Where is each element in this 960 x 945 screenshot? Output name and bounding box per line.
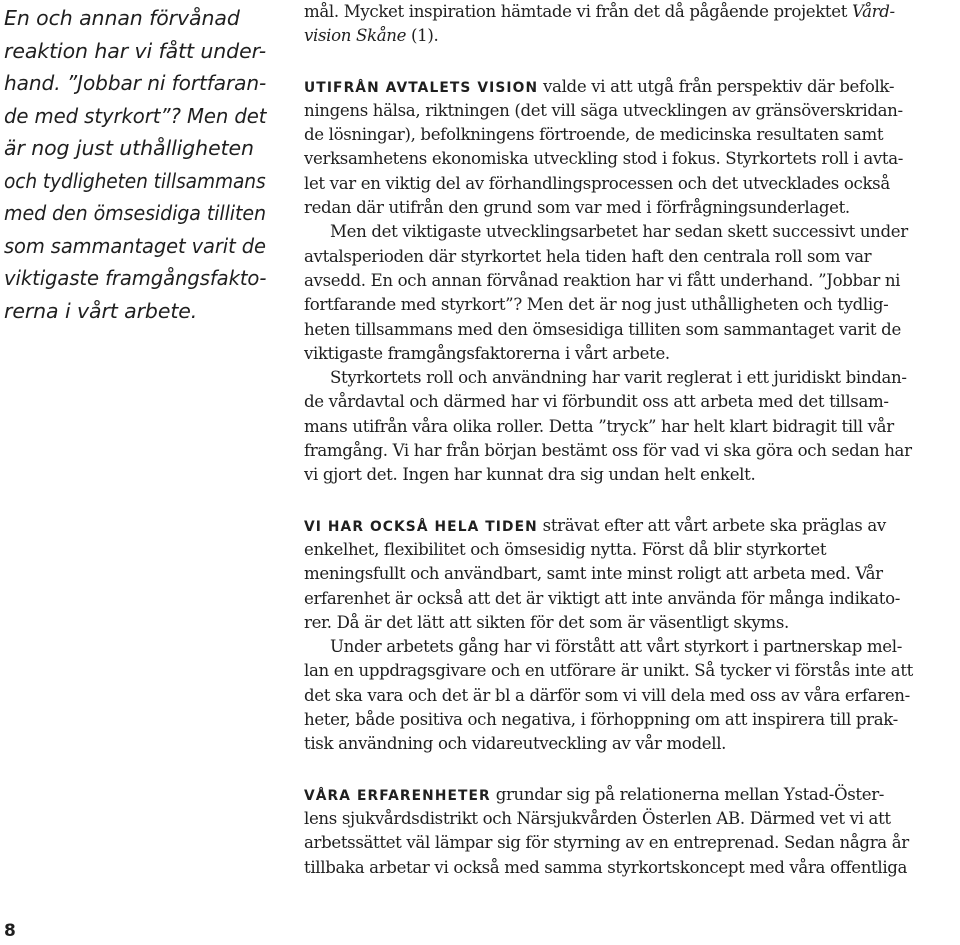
paragraph-vision	[304, 75, 960, 221]
text-line: tisk användning och vidareutveckling av vår modell.	[304, 734, 727, 754]
text-line: enkelhet, flexibilitet och ömsesidig nytta. Först då blir styrkortet	[304, 539, 827, 559]
text-line: arbetssättet väl lämpar sig för styrning av en entreprenad. Sedan några år	[304, 833, 909, 853]
pull-quote-line: viktigaste framgångsfakto-	[4, 266, 267, 290]
pull-quote-line: En och annan förvånad	[4, 6, 240, 30]
text-line: viktigaste framgångsfaktorerna i vårt arbete.	[304, 343, 670, 363]
pull-quote-line: med den ömsesidiga tilliten	[4, 201, 266, 225]
text-line: vision Skåne (1).	[304, 26, 439, 46]
text-line: Men det viktigaste utvecklingsarbetet har sedan skett successivt under	[330, 222, 908, 242]
text-line: meningsfullt och användbart, samt inte minst roligt att arbeta med. Vår	[304, 564, 883, 584]
page-number: 8	[4, 921, 16, 941]
lead-in-heading: VI HAR OCKSÅ HELA TIDEN	[304, 518, 538, 535]
pull-quote-line: rerna i vårt arbete.	[4, 298, 198, 323]
text-line: redan där utifrån den grund som var med i förfrågningsunderlaget.	[304, 198, 850, 218]
pull-quote-line: hand. ”Jobbar ni fortfaran-	[4, 71, 267, 95]
text-line: ningens hälsa, riktningen (det vill säga utvecklingen av gränsöverskridan-	[304, 100, 903, 120]
pull-quote	[4, 2, 266, 327]
lead-in-heading: UTIFRÅN AVTALETS VISION	[304, 79, 539, 96]
text-line: det ska vara och det är bl a därför som vi vill dela med oss av våra erfaren-	[304, 685, 910, 705]
text-line: VÅRA ERFARENHETER grundar sig på relationerna mellan Ystad-Öster-	[304, 784, 885, 804]
text-line: verksamhetens ekonomiska utveckling stod i fokus. Styrkortets roll i avta-	[304, 149, 904, 169]
text-line: lens sjukvårdsdistrikt och Närsjukvården Österlen AB. Därmed vet vi att	[304, 808, 891, 828]
paragraph-experiences	[304, 783, 960, 880]
paragraph-partnership	[304, 635, 960, 756]
text-line: mål. Mycket inspiration hämtade vi från det då pågående projektet Vård-	[304, 2, 895, 21]
text-line: UTIFRÅN AVTALETS VISION valde vi att utgå från perspektiv där befolk-	[304, 76, 895, 96]
text-line: heten tillsammans med den ömsesidiga tilliten som sammantaget varit de	[304, 319, 901, 339]
text-line: lan en uppdragsgivare och en utförare är unikt. Så tycker vi förstås inte att	[304, 661, 913, 681]
text-line: heter, både positiva och negativa, i förhoppning om att inspirera till prak-	[304, 710, 898, 730]
pull-quote-line: är nog just uthålligheten	[4, 136, 254, 160]
paragraph-continued	[304, 0, 960, 49]
text-line: framgång. Vi har från början bestämt oss för vad vi ska göra och sedan har	[304, 441, 912, 461]
text-line: erfarenhet är också att det är viktigt att inte använda för många indikato-	[304, 588, 900, 608]
text-line: vi gjort det. Ingen har kunnat dra sig undan helt enkelt.	[304, 465, 756, 485]
paragraph-role	[304, 366, 960, 487]
text-line: fortfarande med styrkort”? Men det är nog just uthålligheten och tydlig-	[304, 295, 889, 315]
project-name: Vård-	[851, 2, 895, 21]
body-column	[304, 0, 960, 880]
text-line: Under arbetets gång har vi förstått att vårt styrkort i partnerskap mel-	[330, 637, 902, 657]
project-name: vision Skåne	[304, 26, 407, 46]
text-line: Styrkortets roll och användning har varit reglerat i ett juridiskt bindan-	[330, 368, 907, 388]
text-line: let var en viktig del av förhandlingsprocessen och det utvecklades också	[304, 173, 890, 193]
text-line: avsedd. En och annan förvånad reaktion har vi fått underhand. ”Jobbar ni	[304, 270, 901, 290]
pull-quote-line: som sammantaget varit de	[4, 233, 266, 258]
pull-quote-line: och tydligheten tillsammans	[4, 168, 266, 193]
pull-quote-line: reaktion har vi fått under-	[4, 38, 267, 63]
lead-in-heading: VÅRA ERFARENHETER	[304, 787, 491, 804]
paragraph-development	[304, 220, 960, 366]
text-line: de vårdavtal och därmed har vi förbundit oss att arbeta med det tillsam-	[304, 392, 889, 412]
text-line: tillbaka arbetar vi också med samma styrkortskoncept med våra offentliga	[304, 857, 908, 877]
text-line: VI HAR OCKSÅ HELA TIDEN strävat efter att vårt arbete ska präglas av	[304, 515, 886, 535]
pull-quote-line: de med styrkort”? Men det	[4, 103, 267, 128]
text-line: de lösningar), befolkningens förtroende, de medicinska resultaten samt	[304, 125, 884, 145]
paragraph-simplicity	[304, 514, 960, 635]
text-line: rer. Då är det lätt att sikten för det som är väsentligt skyms.	[304, 612, 789, 632]
text-line: mans utifrån våra olika roller. Detta ”tryck” har helt klart bidragit till vår	[304, 416, 894, 436]
text-line: avtalsperioden där styrkortet hela tiden haft den centrala roll som var	[304, 246, 872, 266]
